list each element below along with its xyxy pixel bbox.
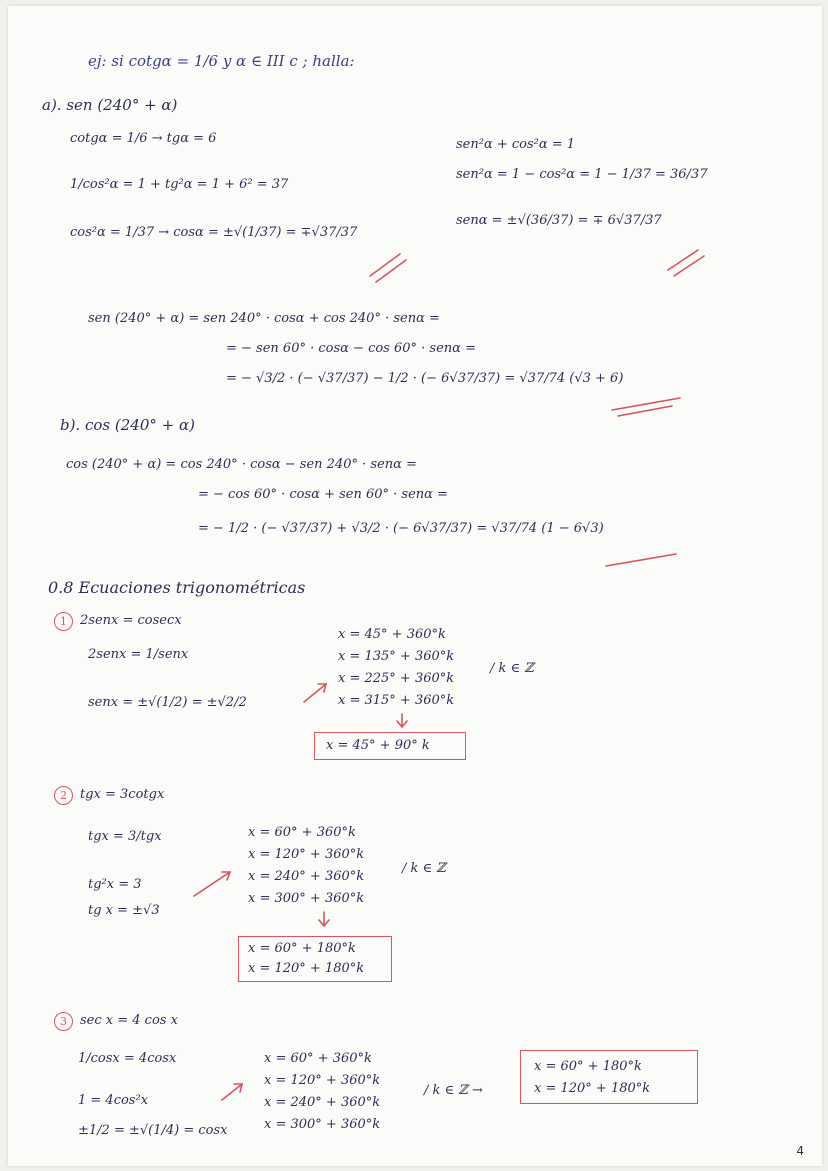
- exercise-3-step-1: 1/cosx = 4cosx: [78, 1051, 177, 1066]
- highlight-mark: [668, 250, 698, 270]
- exercise-2-solution-3: x = 240° + 360°k: [248, 869, 365, 884]
- exercise-2-solution-1: x = 60° + 360°k: [248, 825, 356, 840]
- exercise-3-number: 3: [54, 1012, 73, 1031]
- page-number: 4: [796, 1144, 804, 1158]
- exercise-2-step-2: tg²x = 3: [88, 877, 142, 892]
- exercise-3-solution-1: x = 60° + 360°k: [264, 1051, 372, 1066]
- part-b-expansion-2: = − cos 60° · cosα + sen 60° · senα =: [198, 487, 448, 502]
- part-a-expansion-3: = − √3/2 · (− √37/37) − 1/2 · (− 6√37/37) = √37/74 (√3 + 6): [226, 371, 624, 386]
- arrow-mark: [234, 1084, 242, 1092]
- exercise-3-k-condition: / k ∈ ℤ →: [424, 1083, 483, 1098]
- highlight-mark: [376, 260, 406, 282]
- exercise-3-step-2: 1 = 4cos²x: [78, 1093, 149, 1108]
- exercise-3-solution-3: x = 240° + 360°k: [264, 1095, 381, 1110]
- part-a-identity: sen²α + cos²α = 1: [456, 137, 576, 152]
- exercise-2-solution-2: x = 120° + 360°k: [248, 847, 365, 862]
- exercise-1-solution-4: x = 315° + 360°k: [338, 693, 455, 708]
- exercise-1-result: x = 45° + 90° k: [326, 738, 430, 753]
- exercise-1-solution-3: x = 225° + 360°k: [338, 671, 455, 686]
- exercise-2-number: 2: [54, 786, 73, 805]
- part-a-expansion-1: sen (240° + α) = sen 240° · cosα + cos 240° · senα =: [88, 311, 440, 326]
- highlight-mark: [370, 254, 400, 276]
- exercise-1-number: 1: [54, 612, 73, 631]
- arrow-mark: [318, 684, 326, 692]
- exercise-1-step-1: 2senx = 1/senx: [88, 647, 189, 662]
- exercise-1-solution-2: x = 135° + 360°k: [338, 649, 455, 664]
- exercise-3-equation: sec x = 4 cos x: [80, 1013, 178, 1028]
- part-a-expansion-2: = − sen 60° · cosα − cos 60° · senα =: [226, 341, 476, 356]
- notebook-page: [8, 6, 822, 1166]
- exercise-2-solution-4: x = 300° + 360°k: [248, 891, 365, 906]
- exercise-3-result-2: x = 120° + 180°k: [534, 1081, 651, 1096]
- exercise-3-result-1: x = 60° + 180°k: [534, 1059, 642, 1074]
- part-a-step-1: cotgα = 1/6 → tgα = 6: [70, 131, 217, 146]
- part-a-step-2: 1/cos²α = 1 + tg²α = 1 + 6² = 37: [70, 177, 289, 192]
- exercise-1-step-2: senx = ±√(1/2) = ±√2/2: [88, 695, 247, 710]
- part-b-expansion-1: cos (240° + α) = cos 240° · cosα − sen 240° · senα =: [66, 457, 417, 472]
- exercise-2-equation: tgx = 3cotgx: [80, 787, 165, 802]
- exercise-3-solution-2: x = 120° + 360°k: [264, 1073, 381, 1088]
- exercise-1-equation: 2senx = cosecx: [80, 613, 182, 628]
- arrow-mark: [304, 684, 326, 702]
- part-a-sin-squared: sen²α = 1 − cos²α = 1 − 1/37 = 36/37: [456, 167, 708, 182]
- exercise-1-solution-1: x = 45° + 360°k: [338, 627, 446, 642]
- arrow-mark: [194, 872, 230, 896]
- highlight-mark: [674, 256, 704, 276]
- arrow-mark: [222, 872, 230, 880]
- exercise-2-step-3: tg x = ±√3: [88, 903, 160, 918]
- exercise-2-step-1: tgx = 3/tgx: [88, 829, 162, 844]
- part-a-step-3: cos²α = 1/37 → cosα = ±√(1/37) = ∓√37/37: [70, 225, 358, 240]
- example-statement: ej: si cotgα = 1/6 y α ∈ III c ; halla:: [88, 52, 355, 70]
- highlight-mark: [606, 554, 676, 566]
- exercise-3-step-3: ±1/2 = ±√(1/4) = cosx: [78, 1123, 228, 1138]
- arrow-mark: [319, 920, 329, 926]
- highlight-mark: [612, 398, 680, 410]
- exercise-2-result-1: x = 60° + 180°k: [248, 941, 356, 956]
- exercise-2-result-2: x = 120° + 180°k: [248, 961, 365, 976]
- arrow-mark: [222, 1084, 242, 1100]
- highlight-mark: [618, 406, 672, 416]
- part-b-expansion-3: = − 1/2 · (− √37/37) + √3/2 · (− 6√37/37) = √37/74 (1 − 6√3): [198, 521, 604, 536]
- section-title: 0.8 Ecuaciones trigonométricas: [48, 578, 306, 597]
- part-b-title: b). cos (240° + α): [60, 416, 195, 434]
- part-a-title: a). sen (240° + α): [42, 96, 178, 114]
- exercise-2-k-condition: / k ∈ ℤ: [402, 861, 446, 876]
- exercise-3-solution-4: x = 300° + 360°k: [264, 1117, 381, 1132]
- part-a-sin-value: senα = ±√(36/37) = ∓ 6√37/37: [456, 213, 662, 228]
- exercise-1-k-condition: / k ∈ ℤ: [490, 661, 534, 676]
- arrow-mark: [397, 721, 407, 727]
